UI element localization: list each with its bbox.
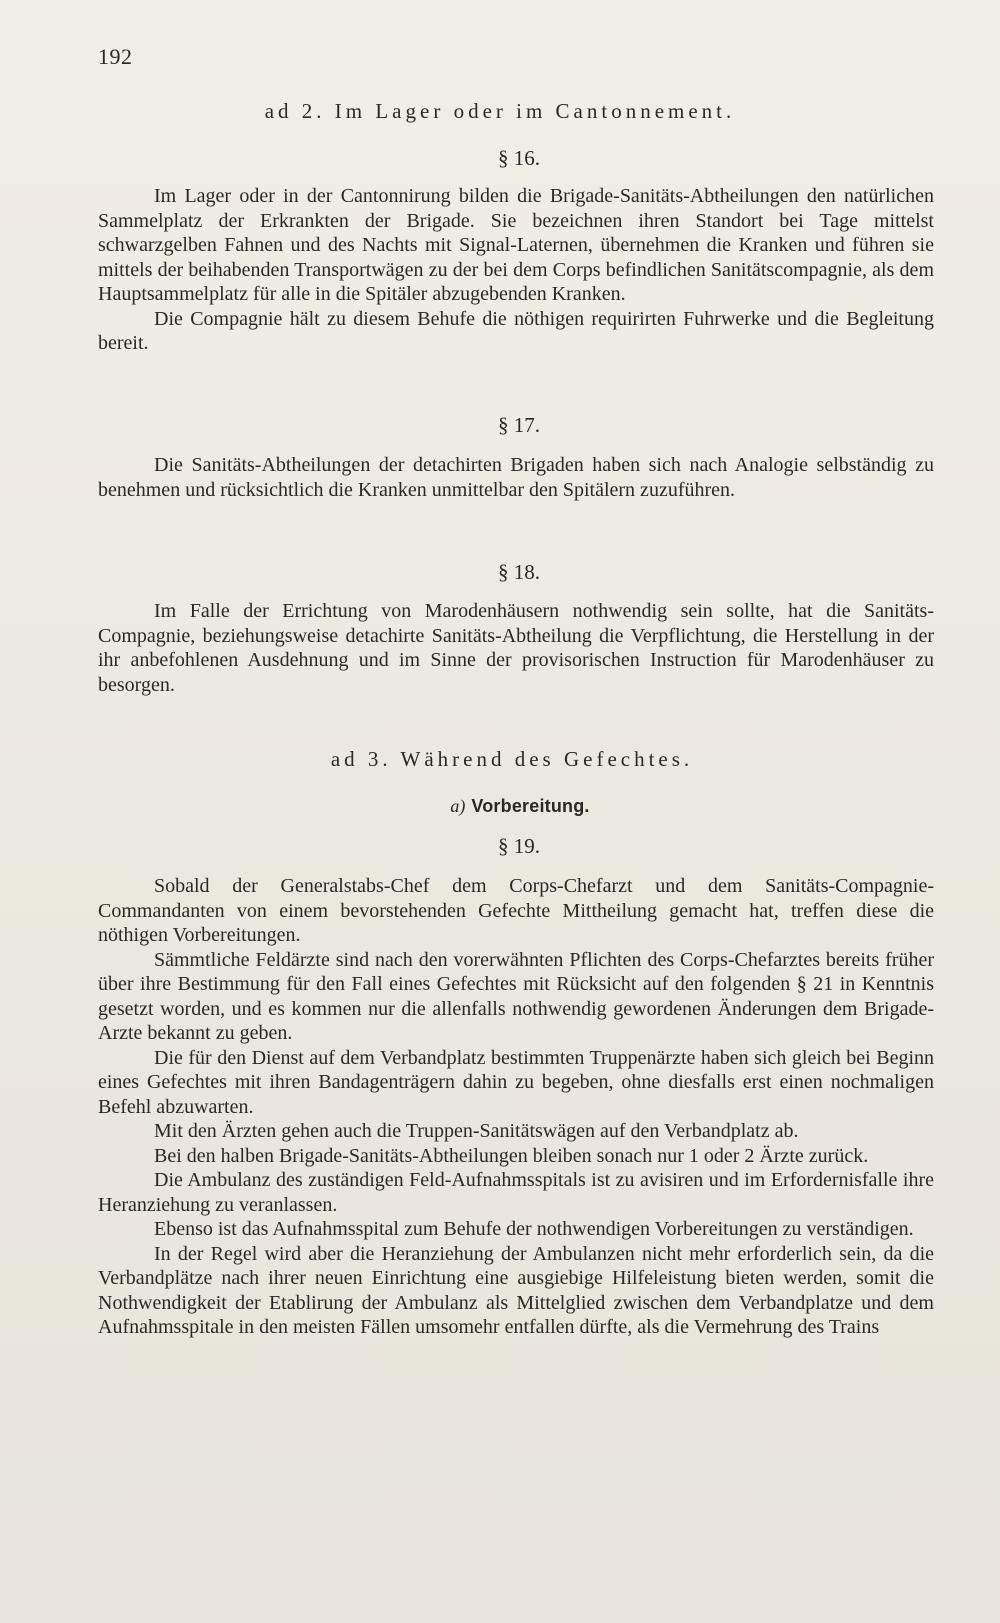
- subheading-label: Vorbereitung.: [471, 796, 590, 816]
- paragraph: Bei den halben Brigade-Sanitäts-Abtheilungen bleiben sonach nur 1 oder 2 Ärzte zurück.: [154, 1144, 869, 1167]
- section-18-body: [98, 599, 934, 697]
- paragraph: Im Lager oder in der Cantonnirung bilden die Brigade-Sanitäts-Abtheilungen den natürlichen Sammelplatz der Erkrankten der Brigade. Sie bezeichnen ihren Standort bei Tage mittelst schwarzgelben Fahnen und des Nachts mit Signal-Laternen, übernehmen die Kranken und führen sie mittels der beihabenden Transportwägen zu der bei dem Corps befindlichen Sanitätscompagnie, als dem Hauptsammelplatz für alle in die Spitäler abzugebenden Kranken.: [98, 185, 934, 305]
- paragraph-marker-16: § 16.: [498, 146, 540, 170]
- paragraph: Sobald der Generalstabs-Chef dem Corps-Chefarzt und dem Sanitäts-Compagnie-Commandanten von einem bevorstehenden Gefechte Mittheilung gemacht hat, treffen diese die nöthigen Vorbereitungen.: [98, 875, 934, 946]
- paragraph: Die für den Dienst auf dem Verbandplatz bestimmten Truppenärzte haben sich gleich bei Beginn eines Gefechtes mit ihren Bandagenträgern dahin zu begeben, ohne diesfalls erst einen nochmaligen Befehl abzuwarten.: [98, 1046, 934, 1118]
- paragraph-marker-17: § 17.: [498, 413, 540, 437]
- paragraph: Sämmtliche Feldärzte sind nach den vorerwähnten Pflichten des Corps-Chefarztes bereits früher über ihre Bestimmung für den Fall eines Gefechtes mit Rücksicht auf den folgenden § 21 in Kenntnis gesetzt worden, und es kommen nur die allenfalls nothwendig gewordenen Änderungen dem Brigade-Arzte bekannt zu geben.: [98, 948, 934, 1044]
- paragraph-marker-18: § 18.: [498, 560, 540, 584]
- subheading-marker: a): [450, 796, 466, 816]
- section-19-body: [98, 874, 934, 1340]
- paragraph: Die Sanitäts-Abtheilungen der detachirten Brigaden haben sich nach Analogie selbständig zu benehmen und rücksichtlich die Kranken unmittelbar den Spitälern zuzuführen.: [98, 454, 934, 501]
- paragraph: In der Regel wird aber die Heranziehung der Ambulanzen nicht mehr erforderlich sein, da die Verbandplätze nach ihrer neuen Einrichtung eine ausgiebige Hilfeleistung bieten werden, somit die Nothwendigkeit der Etablirung der Ambulanz als Mittelglied zwischen dem Verbandplatze und dem Aufnahmsspitale in den meisten Fällen umsomehr entfallen dürfte, als die Vermehrung des Trains: [98, 1242, 934, 1338]
- section-16-body: [98, 184, 934, 356]
- paragraph-marker-19: § 19.: [498, 834, 540, 858]
- paragraph: Mit den Ärzten gehen auch die Truppen-Sanitätswägen auf den Verbandplatz ab.: [154, 1120, 799, 1142]
- paragraph: Die Compagnie hält zu diesem Behufe die nöthigen requirirten Fuhrwerke und die Begleitung bereit.: [98, 307, 934, 354]
- paragraph: Die Ambulanz des zuständigen Feld-Aufnahmsspitals ist zu avisiren und im Erfordernisfalle ihre Heranziehung zu veranlassen.: [98, 1169, 934, 1216]
- subheading-preparation: [0, 795, 1000, 817]
- section-heading-battle: ad 3. Während des Gefechtes.: [330, 747, 694, 771]
- paragraph: Im Falle der Errichtung von Marodenhäusern nothwendig sein sollte, hat die Sanitäts-Compagnie, beziehungsweise detachirte Sanitäts-Abtheilung die Verpflichtung, die Herstellung in der ihr anbefohlenen Ausdehnung und im Sinne der provisorischen Instruction für Marodenhäuser zu besorgen.: [98, 600, 934, 696]
- page-number: 192: [98, 44, 133, 69]
- section-17-body: [98, 453, 934, 502]
- section-heading-camp: ad 2. Im Lager oder im Cantonnement.: [264, 99, 736, 123]
- paragraph: Ebenso ist das Aufnahmsspital zum Behufe der nothwendigen Vorbereitungen zu verständigen.: [154, 1218, 914, 1240]
